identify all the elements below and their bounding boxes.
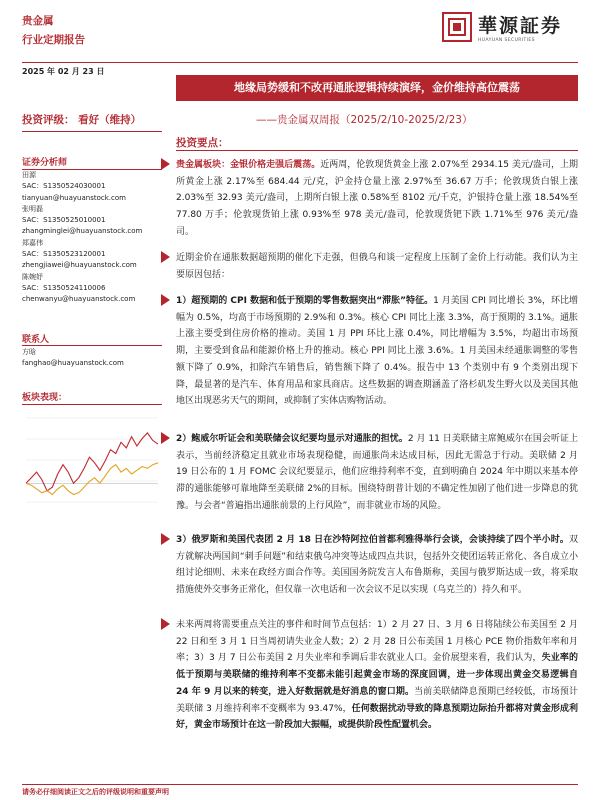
report-title: 地缘局势缓和不改再通胀逻辑持续演绎，金价维持高位震荡 (176, 75, 578, 101)
analyst-email[interactable]: tianyuan@huayuanstock.com (22, 193, 126, 202)
bullet-arrow-icon (161, 158, 170, 170)
doc-type-report: 行业定期报告 (22, 34, 85, 46)
analyst-email[interactable]: zhengjiawei@huayuanstock.com (22, 261, 137, 270)
paragraph-precious-metals (176, 157, 578, 241)
bullet-arrow-icon (161, 251, 170, 263)
contact-divider (22, 345, 162, 346)
report-subtitle: ——贵金属双周报（2025/2/10-2025/2/23） (256, 114, 473, 126)
paragraph-text: 1 月美国 CPI 同比增长 3%，环比增幅为 0.5%，均高于市场预期的 2.9%和 0.3%。核心 CPI 同比上涨 3.3%，高于预期的 3.1%。通胀上涨主要受到住房价格的推动。美国 1 月 PPI 环比上涨 0.4%，同比增幅为 3.5%，均超出市场预期，主要受到食品和能源价格上升的推动。核心 PPI 同比上涨 3.6%。1 月美国未经通胀调整的零售额下降了 0.9%，扣除汽车销售后，销售额下降了 0.4%。报告中 13 个类别中有 9 个类别出现下降，最显著的是汽车、体育用品和家具商店。这些数据的调查期涵盖了洛杉矶发生野火以及美国其他地区出现恶劣天气的期间，或抑制了实体店购物活动。 (176, 296, 578, 407)
sector-performance-chart (22, 412, 162, 512)
paragraph-text: 当前美联储降息预期已经较低，市场预计美联储 3 月维持利率不变概率为 93.47%， (176, 686, 578, 714)
paragraph-lead: 2）鲍威尔听证会和美联储会议纪要均显示对通胀的担忧。 (176, 434, 408, 444)
analyst-list (22, 170, 142, 306)
analyst-name: 张明磊 (22, 204, 43, 213)
logo-mark-icon (442, 12, 472, 42)
logo-name-cn: 華源証券 (478, 15, 563, 37)
chart-heading: 板块表现： (22, 393, 68, 403)
section-heading: 投资要点： (176, 137, 229, 149)
analyst-email[interactable]: zhangminglei@huayuanstock.com (22, 227, 143, 236)
analyst-name: 田源 (22, 171, 36, 179)
doc-type (22, 12, 85, 50)
paragraph-lead: 3）俄罗斯和美国代表团 2 月 18 日在沙特阿拉伯首都利雅得举行会谈，会谈持续了四个半小时。 (176, 535, 569, 545)
section-divider (176, 150, 578, 151)
paragraph-text: 双方就解决两国间“刺手问题”和结束俄乌冲突等达成四点共识，包括外交使团运转正常化、各自成立小组讨论细则、未来在政经方面合作等。美国国务院发言人布鲁斯称，美国与俄罗斯达成一致，将采取措施使外交事务正常化，但仅靠一次电话和一次会议不足以实现（乌克兰的）持久和平。 (176, 535, 578, 596)
company-logo (442, 12, 574, 52)
paragraph-text: 2 月 11 日美联储主席鲍威尔在国会听证上表示，当前经济稳定且就业市场表现稳健，而通胀尚未达成目标，因此无需急于行动。美联储 2 月 19 日公布的 1 月 FOMC 会议纪要显示，他们应维持利率不变，直到明确自 2024 年中期以来基本停滞的通胀能够可靠地降至美联储 2%的目标。围绕特朗普计划的不确定性加剧了他们进一步降息的犹豫。与会者“普遍指出通胀前景的上行风险”，而非就业市场的风险。 (176, 434, 579, 511)
paragraph-powell (176, 431, 578, 515)
paragraph-emphasis: 任何数据扰动导致的降息预期边际抬升都将对黄金形成利好，黄金市场预计在这一阶段加大振幅，或提供阶段性配置机会。 (176, 703, 578, 731)
analyst-sac: SAC：S1350525010001 (22, 216, 106, 225)
bullet-arrow-icon (161, 294, 170, 306)
analyst-sac: SAC：S1350524110006 (22, 283, 106, 292)
footer-divider (22, 784, 578, 785)
analyst-email[interactable]: chenwanyu@huayuanstock.com (22, 295, 136, 304)
header-divider (22, 62, 578, 63)
paragraph-emphasis: 失业率的低于预期与美联储的维持利率不变都未能引起黄金市场的深度回调，进一步体现出黄金交易逻辑自 24 年 9 月以来的转变，进入好数据就是好消息的窗口期。 (176, 653, 578, 697)
footer-disclaimer: 请务必仔细阅读正文之后的评级说明和重要声明 (22, 788, 169, 796)
bullet-arrow-icon (161, 533, 170, 545)
report-date: 2025 年 02 月 23 日 (22, 67, 105, 76)
analysts-heading: 证券分析师 (22, 158, 68, 168)
paragraph-lead: 贵金属板块：金银价格走强后震荡。 (176, 160, 321, 170)
analyst-name: 陈婉妤 (22, 272, 43, 281)
paragraph-lead: 1）超预期的 CPI 数据和低于预期的零售数据突出“滞胀”特征。 (176, 296, 434, 306)
paragraph-text: 近两周，伦敦现货黄金上涨 2.07%至 2934.15 美元/盎司，上期所黄金上涨 2.17%至 684.44 元/克，沪金持仓量上涨 2.97%至 36.67 万手；伦敦现货白银上涨 2.03%至 32.93 美元/盎司，上期所白银上涨 0.58%至 8102 元/千克，沪银持仓量上涨 18.54%至 77.80 万手；伦敦现货铂上涨 0.93%至 978 美元/盎司，伦敦现货钯下跌 1.71%至 976 美元/盎司。 (176, 160, 578, 237)
investment-rating: 投资评级： 看好（维持） (22, 114, 142, 126)
paragraph-summary (176, 250, 578, 283)
bullet-arrow-icon (161, 432, 170, 444)
contact-email[interactable]: fanghao@huayuanstock.com (22, 359, 124, 368)
chart-divider (22, 404, 162, 405)
paragraph-russia-us (176, 532, 578, 599)
analyst-name: 郑嘉伟 (22, 238, 43, 247)
contact-name: 方晗 (22, 348, 36, 356)
paragraph-text: 未来两周将需要重点关注的事件和时间节点包括：1）2 月 27 日、3 月 6 日将陆续公布美国至 2 月 22 日和至 3 月 1 日当周初请失业金人数；2）2 月 28 日公布美国 1 月核心 PCE 物价指数年率和月率；3）3 月 7 日公布美国 2 月失业率和季调后非农就业人口。金价展望来看，我们认为， (176, 620, 578, 664)
contact-heading: 联系人 (22, 335, 50, 345)
logo-name-en: HUAYUAN SECURITIES (478, 38, 535, 43)
analyst-sac: SAC：S1350523120001 (22, 250, 106, 259)
paragraph-cpi-data (176, 293, 578, 410)
chart-background (22, 412, 162, 512)
contact-info (22, 347, 124, 370)
paragraph-text: 近期金价在通胀数据超预期的催化下走强，但俄乌和谈一定程度上压制了金价上行动能。我们认为主要原因包括： (176, 253, 578, 280)
doc-type-industry: 贵金属 (22, 15, 54, 27)
rating-divider (22, 131, 162, 132)
chart-svg (22, 412, 162, 512)
paragraph-outlook (176, 617, 578, 734)
bullet-arrow-icon (161, 618, 170, 630)
analyst-sac: SAC：S1350524030001 (22, 182, 106, 191)
